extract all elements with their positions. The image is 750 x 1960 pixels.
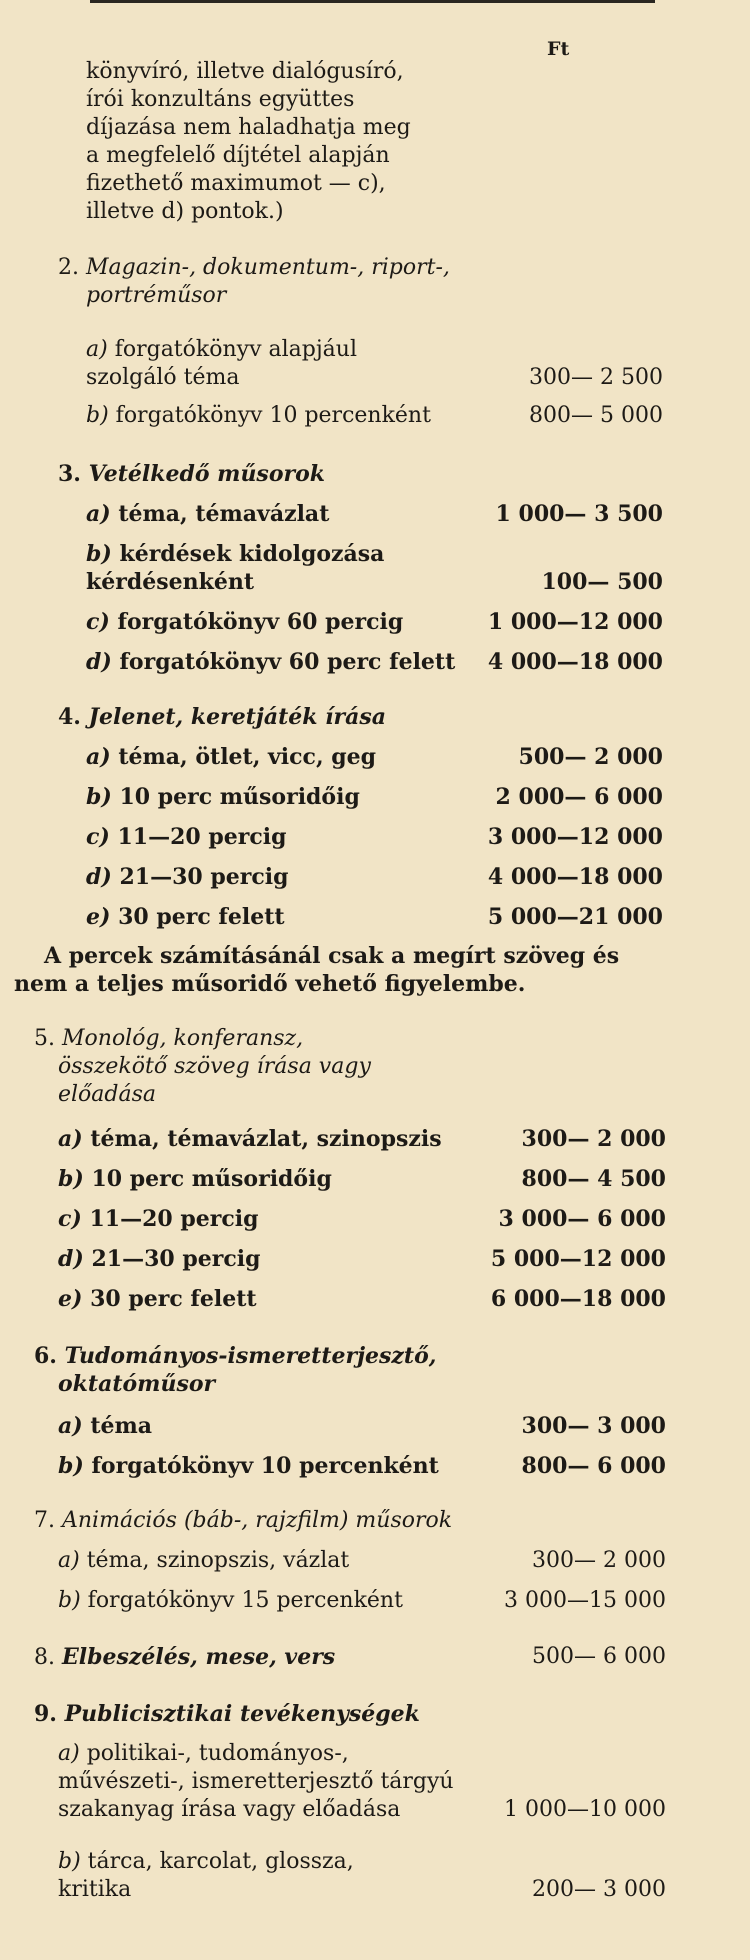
note-line: nem a teljes műsoridő vehető figyelembe. bbox=[14, 971, 526, 997]
item-label bbox=[86, 903, 285, 931]
item-label bbox=[86, 336, 357, 364]
section-number: 8. bbox=[34, 1645, 55, 1670]
item-amount: 3 000—12 000 bbox=[487, 824, 663, 850]
item-letter: a) bbox=[86, 501, 111, 527]
item-amount: 3 000— 6 000 bbox=[498, 1206, 666, 1232]
item-text: forgatókönyv 15 percenként bbox=[87, 1588, 403, 1613]
item-text: kérdésenként bbox=[86, 569, 254, 595]
item-text: forgatókönyv alapjául bbox=[114, 337, 357, 362]
section-5-heading bbox=[34, 1025, 303, 1053]
item-letter: c) bbox=[58, 1206, 82, 1232]
section-2-heading bbox=[58, 254, 450, 282]
item-text: 11—20 percig bbox=[117, 824, 287, 850]
item-label bbox=[58, 1587, 403, 1615]
item-label bbox=[86, 783, 360, 811]
item-text: politikai-, tudományos-, bbox=[86, 1741, 349, 1766]
item-text: forgatókönyv 10 percenként bbox=[115, 403, 431, 428]
item-text: 30 perc felett bbox=[90, 1286, 257, 1312]
item-amount: 1 000— 3 500 bbox=[495, 501, 663, 527]
item-amount: 800— 6 000 bbox=[521, 1453, 666, 1479]
item-label bbox=[86, 823, 286, 851]
item-label bbox=[58, 1125, 442, 1153]
item-text: téma, témavázlat bbox=[118, 501, 330, 527]
section-title: Elbeszélés, mese, vers bbox=[62, 1644, 336, 1670]
section-number: 6. bbox=[34, 1343, 57, 1369]
item-amount: 200— 3 000 bbox=[532, 1877, 666, 1902]
item-letter: b) bbox=[58, 1849, 81, 1874]
item-label bbox=[58, 1412, 152, 1440]
item-letter: b) bbox=[86, 784, 112, 810]
item-amount: 500— 2 000 bbox=[518, 744, 663, 770]
item-letter: d) bbox=[58, 1246, 84, 1272]
item-text: 10 perc műsoridőig bbox=[91, 1166, 332, 1192]
item-text: kérdések kidolgozása bbox=[119, 541, 385, 567]
item-text: művészeti-, ismeretterjesztő tárgyú bbox=[58, 1769, 454, 1794]
item-label bbox=[58, 1740, 349, 1768]
section-title: Jelenet, keretjáték írása bbox=[88, 704, 386, 730]
section-9-heading bbox=[34, 1700, 420, 1728]
item-text: forgatókönyv 10 percenként bbox=[91, 1453, 439, 1479]
item-amount: 2 000— 6 000 bbox=[495, 784, 663, 810]
item-label bbox=[58, 1165, 332, 1193]
intro-line: a megfelelő díjtétel alapján bbox=[86, 143, 390, 168]
intro-line: illetve d) pontok.) bbox=[86, 199, 284, 224]
item-label bbox=[58, 1452, 439, 1480]
item-letter: d) bbox=[86, 649, 112, 675]
item-letter: a) bbox=[58, 1413, 83, 1439]
item-label bbox=[86, 402, 431, 430]
section-title: Tudományos-ismeretterjesztő, bbox=[64, 1343, 437, 1369]
item-text: szakanyag írása vagy előadása bbox=[58, 1797, 401, 1822]
item-letter: d) bbox=[86, 864, 112, 890]
section-title: portréműsor bbox=[86, 283, 227, 308]
item-amount: 4 000—18 000 bbox=[487, 864, 663, 890]
item-letter: b) bbox=[86, 541, 112, 567]
section-title: oktatóműsor bbox=[58, 1371, 216, 1397]
section-number: 3. bbox=[58, 461, 81, 487]
item-amount: 1 000—10 000 bbox=[504, 1797, 666, 1822]
section-title: előadása bbox=[58, 1082, 157, 1107]
item-text: 30 perc felett bbox=[118, 904, 285, 930]
item-amount: 300— 2 000 bbox=[521, 1126, 666, 1152]
section-5-heading-cont bbox=[58, 1053, 371, 1081]
section-4-heading bbox=[58, 703, 386, 731]
section-title: összekötő szöveg írása vagy bbox=[58, 1054, 371, 1079]
item-letter: e) bbox=[86, 904, 111, 930]
section-5-heading-cont bbox=[58, 1081, 156, 1109]
item-amount: 5 000—21 000 bbox=[487, 904, 663, 930]
item-text: 10 perc műsoridőig bbox=[119, 784, 360, 810]
item-label bbox=[58, 1547, 349, 1575]
item-text: téma, témavázlat, szinopszis bbox=[90, 1126, 442, 1152]
item-letter: a) bbox=[58, 1741, 80, 1766]
item-amount: 300— 3 000 bbox=[521, 1413, 666, 1439]
currency-header: Ft bbox=[547, 38, 570, 60]
item-label bbox=[86, 540, 384, 568]
section-6-heading-cont bbox=[58, 1370, 215, 1398]
item-label bbox=[58, 1205, 258, 1233]
intro-line: díjazása nem haladhatja meg bbox=[86, 115, 411, 140]
item-text: forgatókönyv 60 percig bbox=[117, 609, 404, 635]
section-3-heading bbox=[58, 460, 325, 488]
item-letter: e) bbox=[58, 1286, 83, 1312]
item-text: téma, szinopszis, vázlat bbox=[86, 1548, 350, 1573]
item-letter: b) bbox=[58, 1588, 81, 1613]
item-amount: 6 000—18 000 bbox=[490, 1286, 666, 1312]
item-amount: 3 000—15 000 bbox=[504, 1588, 666, 1613]
item-letter: b) bbox=[58, 1166, 84, 1192]
item-letter: a) bbox=[58, 1548, 80, 1573]
section-title: Vetélkedő műsorok bbox=[88, 461, 326, 487]
item-letter: a) bbox=[86, 744, 111, 770]
section-number: 5. bbox=[34, 1026, 55, 1051]
item-label bbox=[86, 500, 329, 528]
item-amount: 300— 2 500 bbox=[529, 365, 663, 390]
item-text: téma, ötlet, vicc, geg bbox=[118, 744, 377, 770]
item-letter: b) bbox=[58, 1453, 84, 1479]
section-number: 9. bbox=[34, 1701, 57, 1727]
item-letter: c) bbox=[86, 609, 110, 635]
item-amount: 4 000—18 000 bbox=[487, 649, 663, 675]
item-label bbox=[58, 1245, 260, 1273]
item-letter: b) bbox=[86, 403, 109, 428]
item-label bbox=[86, 648, 455, 676]
item-letter: a) bbox=[58, 1126, 83, 1152]
top-rule bbox=[90, 0, 655, 3]
item-text: tárca, karcolat, glossza, bbox=[87, 1849, 354, 1874]
item-label bbox=[86, 608, 403, 636]
item-label bbox=[58, 1848, 354, 1876]
section-title: Magazin-, dokumentum-, riport-, bbox=[86, 255, 450, 280]
intro-line: írói konzultáns együttes bbox=[86, 87, 355, 112]
item-amount: 800— 4 500 bbox=[521, 1166, 666, 1192]
item-text: 21—30 percig bbox=[91, 1246, 261, 1272]
section-title: Monológ, konferansz, bbox=[62, 1026, 304, 1051]
section-2-heading-cont bbox=[86, 282, 226, 310]
item-text: forgatókönyv 60 perc felett bbox=[119, 649, 456, 675]
section-number: 2. bbox=[58, 255, 79, 280]
item-amount: 500— 6 000 bbox=[532, 1644, 666, 1669]
item-text: 11—20 percig bbox=[89, 1206, 259, 1232]
item-amount: 5 000—12 000 bbox=[490, 1246, 666, 1272]
item-label bbox=[58, 1285, 257, 1313]
item-text: 21—30 percig bbox=[119, 864, 289, 890]
item-amount: 300— 2 000 bbox=[532, 1548, 666, 1573]
item-letter: a) bbox=[86, 337, 108, 362]
section-8-heading bbox=[34, 1643, 335, 1672]
section-title: Animációs (báb-, rajzfilm) műsorok bbox=[62, 1508, 453, 1533]
item-text: téma bbox=[90, 1413, 153, 1439]
item-letter: c) bbox=[86, 824, 110, 850]
item-amount: 800— 5 000 bbox=[529, 403, 663, 428]
intro-line: fizethető maximumot — c), bbox=[86, 171, 386, 196]
item-text: kritika bbox=[58, 1877, 132, 1902]
section-title: Publicisztikai tevékenységek bbox=[64, 1701, 420, 1727]
section-number: 4. bbox=[58, 704, 81, 730]
item-text: szolgáló téma bbox=[86, 365, 240, 390]
section-number: 7. bbox=[34, 1508, 55, 1533]
item-amount: 1 000—12 000 bbox=[487, 609, 663, 635]
item-label bbox=[86, 863, 288, 891]
section-6-heading bbox=[34, 1342, 436, 1370]
section-7-heading bbox=[34, 1507, 452, 1535]
item-amount: 100— 500 bbox=[541, 569, 663, 595]
note-line: A percek számításánál csak a megírt szöveg és bbox=[44, 943, 620, 969]
intro-line: könyvíró, illetve dialógusíró, bbox=[86, 59, 404, 84]
item-label bbox=[86, 743, 376, 771]
